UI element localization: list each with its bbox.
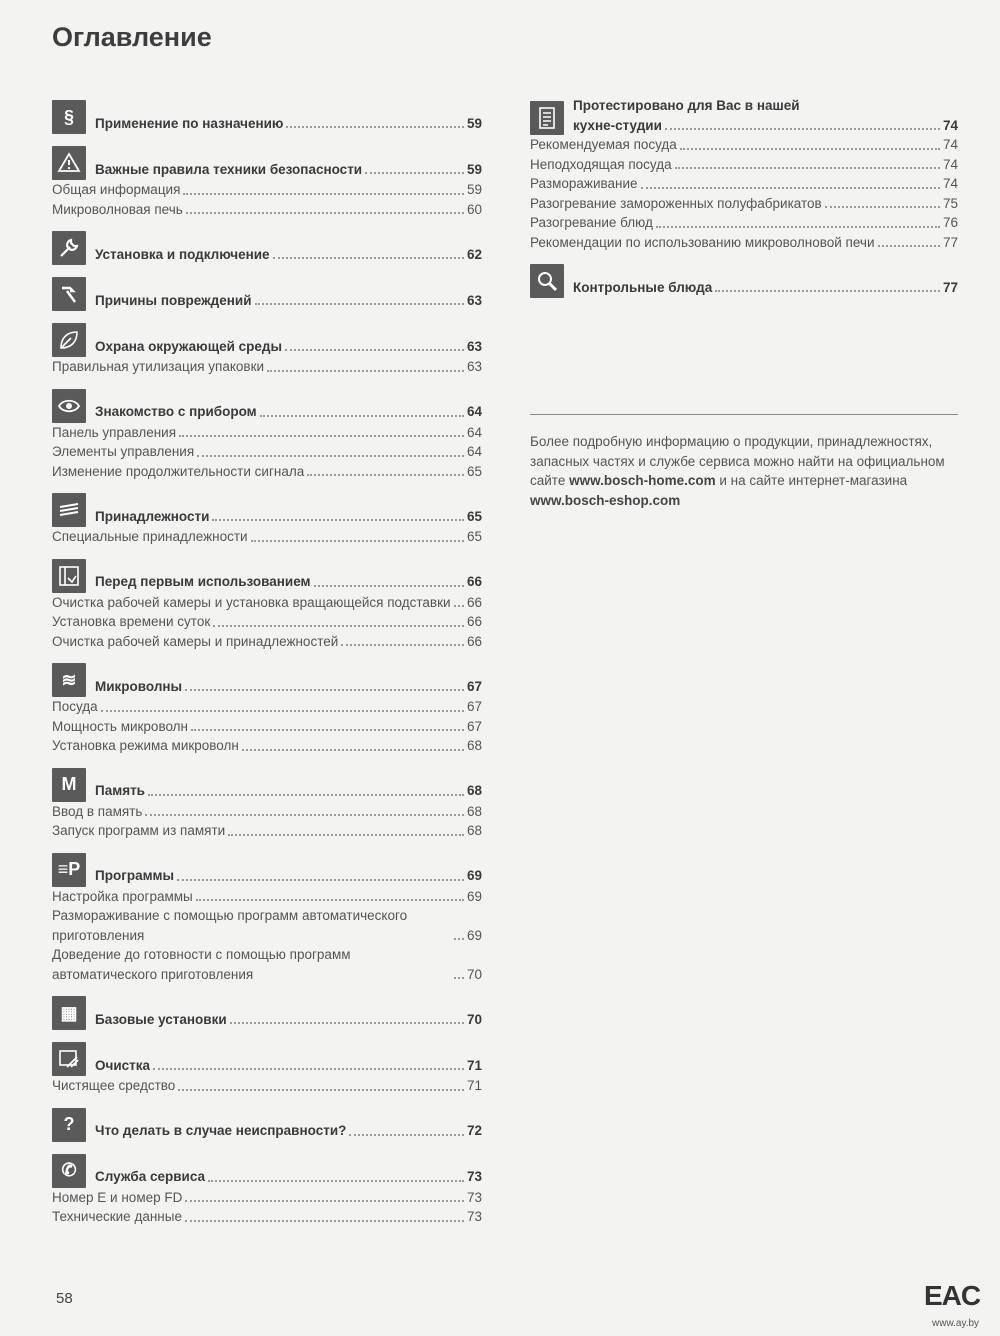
toc-entry[interactable] — [52, 1207, 482, 1227]
toc-section-header — [52, 659, 482, 697]
website-link-bosch-eshop[interactable]: www.bosch-eshop.com — [530, 492, 681, 508]
toc-entry-label: Рекомендуемая посуда — [530, 137, 677, 152]
toc-entry-label: Мощность микроволн — [52, 718, 189, 734]
toc-page-number: 63 — [466, 338, 482, 354]
dot-leader — [255, 303, 464, 305]
toc-entry[interactable] — [530, 174, 958, 194]
dot-leader — [273, 257, 464, 259]
toc-section-heading[interactable] — [95, 507, 482, 528]
dot-leader — [349, 1134, 464, 1136]
dot-leader — [228, 834, 464, 836]
dot-leader — [242, 749, 464, 751]
toc-page-number: 60 — [466, 201, 482, 217]
magnifier-icon — [530, 264, 564, 298]
toc-entry-label: Принадлежности — [95, 508, 210, 524]
toc-entry[interactable] — [52, 736, 482, 756]
toc-entry-label: Элементы управления — [52, 444, 195, 459]
dot-leader — [680, 148, 940, 150]
toc-page-number: 59 — [466, 182, 482, 197]
toc-entry-label: Настройка программы — [52, 888, 193, 904]
toc-entry-label: Рекомендации по использованию микроволновой печи — [530, 234, 875, 250]
toc-page-number: 77 — [942, 279, 958, 295]
dot-leader — [285, 349, 464, 351]
dot-leader — [341, 644, 464, 646]
toc-entry[interactable] — [530, 194, 958, 214]
toc-page-number: 59 — [466, 161, 482, 177]
toc-left-column — [52, 96, 482, 1235]
toc-page-number: 70 — [466, 966, 482, 982]
toc-section-heading[interactable] — [95, 114, 482, 135]
toc-section-heading[interactable] — [573, 278, 958, 299]
toc-entry-label: Память — [95, 783, 145, 798]
toc-page-number: 73 — [466, 1169, 482, 1184]
toc-section — [530, 96, 958, 252]
toc-entry[interactable] — [52, 180, 482, 200]
toc-page-number: 64 — [466, 404, 482, 419]
footer-text-1: Более подробную информацию о продукции, принадлежностях, запасных частях и службе сервиса можно найти на официальном сайте — [530, 434, 945, 488]
toc-section-header — [52, 385, 482, 423]
toc-page-number: 64 — [466, 444, 482, 459]
dot-leader — [656, 226, 940, 228]
toc-section-header — [52, 1038, 482, 1076]
dot-leader — [191, 729, 464, 731]
toc-page-number: 73 — [466, 1189, 482, 1205]
dot-leader — [641, 187, 940, 189]
toc-section-heading[interactable] — [95, 337, 482, 358]
toc-entry-label: Запуск программ из памяти — [52, 823, 226, 838]
dot-leader — [186, 212, 464, 214]
toc-entry-label: Служба сервиса — [95, 1169, 206, 1184]
toc-heading-line-2: кухне-студии — [573, 117, 662, 133]
dot-leader — [183, 193, 464, 195]
toc-section-header — [52, 319, 482, 357]
dot-leader — [307, 474, 464, 476]
toc-entry-label: Изменение продолжительности сигнала — [52, 463, 305, 479]
toc-section — [52, 1104, 482, 1142]
toc-entry[interactable] — [52, 697, 482, 717]
toc-entry[interactable] — [52, 357, 482, 377]
toc-entry[interactable] — [530, 155, 958, 175]
toc-page-number: 68 — [466, 823, 482, 838]
toc-section-header — [52, 764, 482, 802]
toc-entry-label: Важные правила техники безопасности — [95, 161, 363, 177]
toc-entry[interactable] — [530, 233, 958, 253]
toc-page-number: 71 — [466, 1078, 482, 1093]
toc-entry-label: Установка режима микроволн — [52, 738, 239, 753]
toc-page-number: 73 — [466, 1209, 482, 1224]
dot-leader — [185, 1200, 464, 1202]
toc-section — [52, 142, 482, 219]
toc-section — [52, 96, 482, 134]
toc-section — [52, 1038, 482, 1096]
toc-section-heading[interactable] — [95, 1010, 482, 1031]
cleaning-icon — [52, 1042, 86, 1076]
toc-entry[interactable] — [52, 442, 482, 462]
divider — [530, 414, 958, 415]
toc-entry-label: Установка времени суток — [52, 614, 211, 629]
dot-leader — [179, 435, 464, 437]
toc-entry-label: Микроволновая печь — [52, 201, 183, 217]
toc-section-header — [52, 227, 482, 265]
toc-page-number: 66 — [466, 594, 482, 610]
toc-entry[interactable] — [52, 906, 482, 945]
dot-leader — [212, 519, 464, 521]
toc-entry-label: Знакомство с прибором — [95, 404, 257, 419]
toc-section-header — [530, 260, 958, 298]
dot-leader — [208, 1180, 464, 1182]
toc-page-number: 59 — [466, 115, 482, 131]
toc-page-number: 70 — [466, 1011, 482, 1027]
toc-section-header — [52, 1104, 482, 1142]
toc-entry-label: Перед первым использованием — [95, 574, 311, 589]
toc-entry[interactable] — [52, 423, 482, 443]
toc-entry[interactable] — [52, 593, 482, 613]
toc-section-header — [52, 849, 482, 887]
toc-section — [52, 319, 482, 377]
toc-section-header — [52, 555, 482, 593]
toc-section — [52, 764, 482, 841]
wrench-icon — [52, 231, 86, 265]
toc-entry-label: Причины повреждений — [95, 292, 252, 308]
dot-leader — [267, 370, 464, 372]
toc-entry[interactable] — [52, 821, 482, 841]
toc-page-number: 63 — [466, 292, 482, 308]
toc-page-number: 71 — [466, 1057, 482, 1073]
toc-entry-label: Контрольные блюда — [573, 279, 713, 295]
toc-page-number: 68 — [466, 803, 482, 819]
dot-leader — [260, 415, 464, 417]
microwave-waves-icon: ≋ — [52, 663, 86, 697]
toc-section-heading[interactable] — [95, 291, 482, 312]
law-paragraph-icon: § — [52, 100, 86, 134]
toc-entry-label: Микроволны — [95, 678, 183, 694]
dot-leader — [286, 126, 464, 128]
dot-leader — [178, 1089, 464, 1091]
dot-leader — [675, 167, 940, 169]
phone-icon: ✆ — [52, 1154, 86, 1188]
toc-entry-label: Доведение до готовности с помощью программ автоматического приготовления — [52, 947, 351, 982]
toc-entry-label: Очистка — [95, 1057, 151, 1073]
toc-entry-label: Базовые установки — [95, 1011, 227, 1027]
toc-entry-label: Номер Е и номер FD — [52, 1189, 183, 1205]
dot-leader — [365, 172, 464, 174]
toc-entry[interactable] — [52, 527, 482, 547]
toc-entry[interactable] — [52, 632, 482, 652]
toc-section-heading[interactable] — [95, 677, 482, 698]
toc-entry-label: Посуда — [52, 699, 98, 714]
toc-page-number: 65 — [466, 463, 482, 479]
toc-entry-label: Правильная утилизация упаковки — [52, 359, 265, 374]
toc-section-heading[interactable] — [95, 245, 482, 266]
eye-icon — [52, 389, 86, 423]
toc-page-number: 76 — [942, 215, 958, 230]
dot-leader — [878, 245, 940, 247]
toc-page-number: 72 — [466, 1123, 482, 1138]
toc-page-number: 75 — [942, 195, 958, 211]
toc-entry[interactable] — [52, 612, 482, 632]
toc-section — [52, 992, 482, 1030]
footer-note — [530, 432, 958, 510]
toc-page-number: 77 — [942, 234, 958, 250]
toc-page-number: 66 — [466, 614, 482, 629]
toc-section — [52, 659, 482, 756]
dot-leader — [185, 689, 464, 691]
accessories-icon — [52, 493, 86, 527]
leaf-icon — [52, 323, 86, 357]
toc-entry-label: Размораживание — [530, 176, 638, 191]
toc-section-header — [52, 142, 482, 180]
dot-leader — [454, 605, 464, 607]
toc-entry-label: Общая информация — [52, 182, 181, 197]
toc-section-header — [530, 96, 958, 135]
toc-entry-label: Размораживание с помощью программ автоматического приготовления — [52, 908, 408, 943]
dot-leader — [251, 540, 464, 542]
watermark: www.ay.by — [932, 1318, 980, 1329]
toc-entry[interactable] — [52, 462, 482, 482]
toc-section-heading[interactable] — [95, 781, 482, 802]
toc-section — [52, 555, 482, 652]
warning-triangle-icon — [52, 146, 86, 180]
toc-entry-label: Установка и подключение — [95, 246, 270, 262]
toc-entry[interactable] — [52, 1188, 482, 1208]
website-link-bosch-home[interactable]: www.bosch-home.com — [569, 473, 716, 488]
dot-leader — [213, 625, 464, 627]
toc-entry-label: Очистка рабочей камеры и принадлежностей — [52, 633, 339, 649]
programs-p-icon: ≡P — [52, 853, 86, 887]
dot-leader — [665, 128, 940, 130]
toc-section-header — [52, 992, 482, 1030]
toc-page-number: 69 — [466, 868, 482, 883]
first-use-icon — [52, 559, 86, 593]
toc-page-number: 65 — [466, 508, 482, 524]
memory-m-icon: M — [52, 768, 86, 802]
hammer-icon — [52, 277, 86, 311]
dot-leader — [101, 710, 464, 712]
toc-entry-label: Очистка рабочей камеры и установка вращающейся подставки — [52, 594, 451, 610]
toc-entry-label: Чистящее средство — [52, 1078, 176, 1093]
page-number: 58 — [56, 1290, 73, 1307]
dot-leader — [454, 938, 464, 940]
toc-page-number: 69 — [466, 888, 482, 904]
toc-entry-label: Ввод в память — [52, 803, 143, 819]
toc-page-number: 66 — [466, 574, 482, 589]
toc-page-number: 63 — [466, 359, 482, 374]
dot-leader — [145, 814, 464, 816]
toc-heading-line-1: Протестировано для Вас в нашей — [573, 98, 800, 113]
dot-leader — [825, 206, 940, 208]
dot-leader — [148, 794, 464, 796]
toc-section — [52, 385, 482, 482]
toc-heading-line-2-row — [573, 116, 958, 136]
keypad-grid-icon: ▦ — [52, 996, 86, 1030]
toc-entry[interactable] — [52, 802, 482, 822]
toc-section-heading[interactable] — [95, 402, 482, 423]
toc-section — [530, 260, 958, 298]
toc-section — [52, 227, 482, 265]
toc-page-number: 66 — [466, 633, 482, 649]
toc-entry[interactable] — [52, 200, 482, 220]
toc-section-heading[interactable] — [95, 160, 482, 181]
toc-section-heading[interactable] — [95, 572, 482, 593]
toc-section-header — [52, 96, 482, 134]
toc-entry-label: Программы — [95, 868, 175, 883]
toc-section-heading[interactable] — [95, 1167, 482, 1188]
toc-page-number: 69 — [466, 927, 482, 943]
eac-certification-mark: EAC — [924, 1280, 981, 1311]
toc-page-number: 74 — [942, 156, 958, 172]
dot-leader — [715, 290, 940, 292]
toc-entry[interactable] — [530, 135, 958, 155]
dot-leader — [454, 977, 464, 979]
toc-page-number: 67 — [466, 718, 482, 734]
dot-leader — [197, 455, 464, 457]
toc-right-column — [530, 96, 958, 306]
question-icon: ? — [52, 1108, 86, 1142]
dot-leader — [185, 1220, 464, 1222]
toc-entry-label: Специальные принадлежности — [52, 529, 248, 544]
toc-entry[interactable] — [52, 717, 482, 737]
toc-page-number: 74 — [942, 117, 958, 133]
toc-entry-label: Технические данные — [52, 1209, 182, 1224]
toc-page-number: 68 — [466, 783, 482, 798]
toc-page-number: 74 — [942, 137, 958, 152]
dot-leader — [177, 879, 464, 881]
toc-page-number: 64 — [466, 424, 482, 440]
toc-entry-label: Панель управления — [52, 424, 177, 440]
toc-section-heading[interactable] — [573, 96, 958, 135]
toc-entry-label: Неподходящая посуда — [530, 156, 672, 172]
toc-section — [52, 1150, 482, 1227]
toc-page-number: 67 — [466, 678, 482, 694]
dot-leader — [196, 899, 464, 901]
toc-entry-label: Охрана окружающей среды — [95, 338, 283, 354]
toc-entry-label: Разогревание блюд — [530, 215, 653, 230]
dot-leader — [314, 585, 464, 587]
dot-leader — [153, 1068, 464, 1070]
toc-section — [52, 489, 482, 547]
dot-leader — [230, 1022, 464, 1024]
toc-entry[interactable] — [530, 213, 958, 233]
toc-section-header — [52, 489, 482, 527]
toc-section — [52, 849, 482, 985]
document-icon — [530, 101, 564, 135]
toc-section — [52, 273, 482, 311]
toc-entry-label: Разогревание замороженных полуфабрикатов — [530, 195, 822, 211]
toc-page-number: 74 — [942, 176, 958, 191]
toc-section-header — [52, 273, 482, 311]
toc-section-heading[interactable] — [95, 866, 482, 887]
toc-page-number: 67 — [466, 699, 482, 714]
toc-entry[interactable] — [52, 945, 482, 984]
toc-page-number: 68 — [466, 738, 482, 753]
toc-entry-label: Что делать в случае неисправности? — [95, 1123, 347, 1138]
toc-section-heading[interactable] — [95, 1121, 482, 1142]
toc-entry[interactable] — [52, 1076, 482, 1096]
toc-entry[interactable] — [52, 887, 482, 907]
toc-entry-label: Применение по назначению — [95, 115, 284, 131]
toc-section-header — [52, 1150, 482, 1188]
page-title: Оглавление — [52, 22, 212, 52]
toc-page-number: 62 — [466, 246, 482, 262]
footer-text-2: и на сайте интернет-магазина — [715, 473, 908, 488]
toc-page-number: 65 — [466, 529, 482, 544]
toc-section-heading[interactable] — [95, 1056, 482, 1077]
